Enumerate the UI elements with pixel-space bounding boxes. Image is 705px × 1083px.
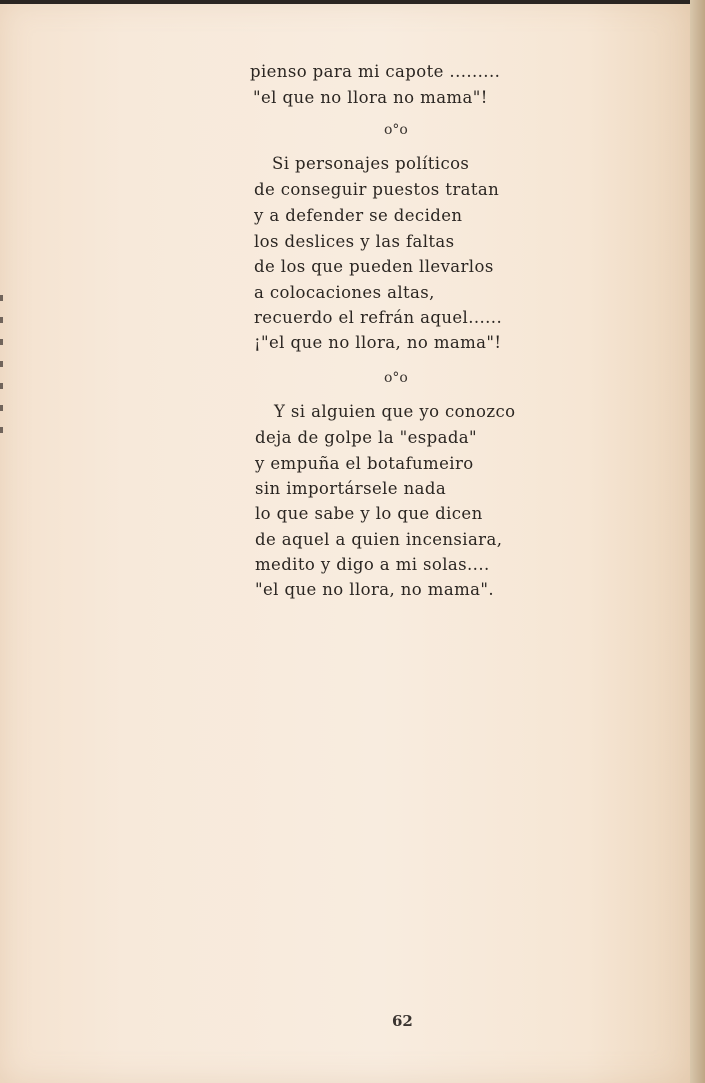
poem-line: y empuña el botafumeiro — [255, 454, 474, 473]
poem-line: lo que sabe y lo que dicen — [255, 504, 483, 523]
poem-line: a colocaciones altas, — [254, 283, 435, 302]
binding-marks — [0, 295, 3, 435]
page-top-edge — [0, 0, 705, 4]
poem-line: pienso para mi capote ......... — [250, 62, 501, 81]
poem-line: "el que no llora no mama"! — [253, 88, 488, 107]
poem-line: recuerdo el refrán aquel...... — [254, 308, 503, 327]
poem-line: sin importársele nada — [255, 479, 447, 498]
poem-line: "el que no llora, no mama". — [255, 580, 494, 599]
stanza-separator: o°o — [384, 370, 408, 386]
poem-line: de los que pueden llevarlos — [254, 257, 494, 276]
poem-line: Y si alguien que yo conozco — [274, 402, 516, 421]
stanza-separator: o°o — [384, 122, 408, 138]
poem-line: medito y digo a mi solas.... — [255, 555, 490, 574]
page-right-edge — [690, 0, 705, 1083]
poem-line: ¡"el que no llora, no mama"! — [254, 333, 502, 352]
poem-line: los deslices y las faltas — [254, 232, 455, 251]
poem-line: deja de golpe la "espada" — [255, 428, 478, 447]
poem-line: de aquel a quien incensiara, — [255, 530, 503, 549]
poem-line: y a defender se deciden — [254, 206, 463, 225]
poem-line: Si personajes políticos — [272, 154, 470, 173]
poem-line: de conseguir puestos tratan — [254, 180, 500, 199]
page-number: 62 — [392, 1012, 413, 1030]
